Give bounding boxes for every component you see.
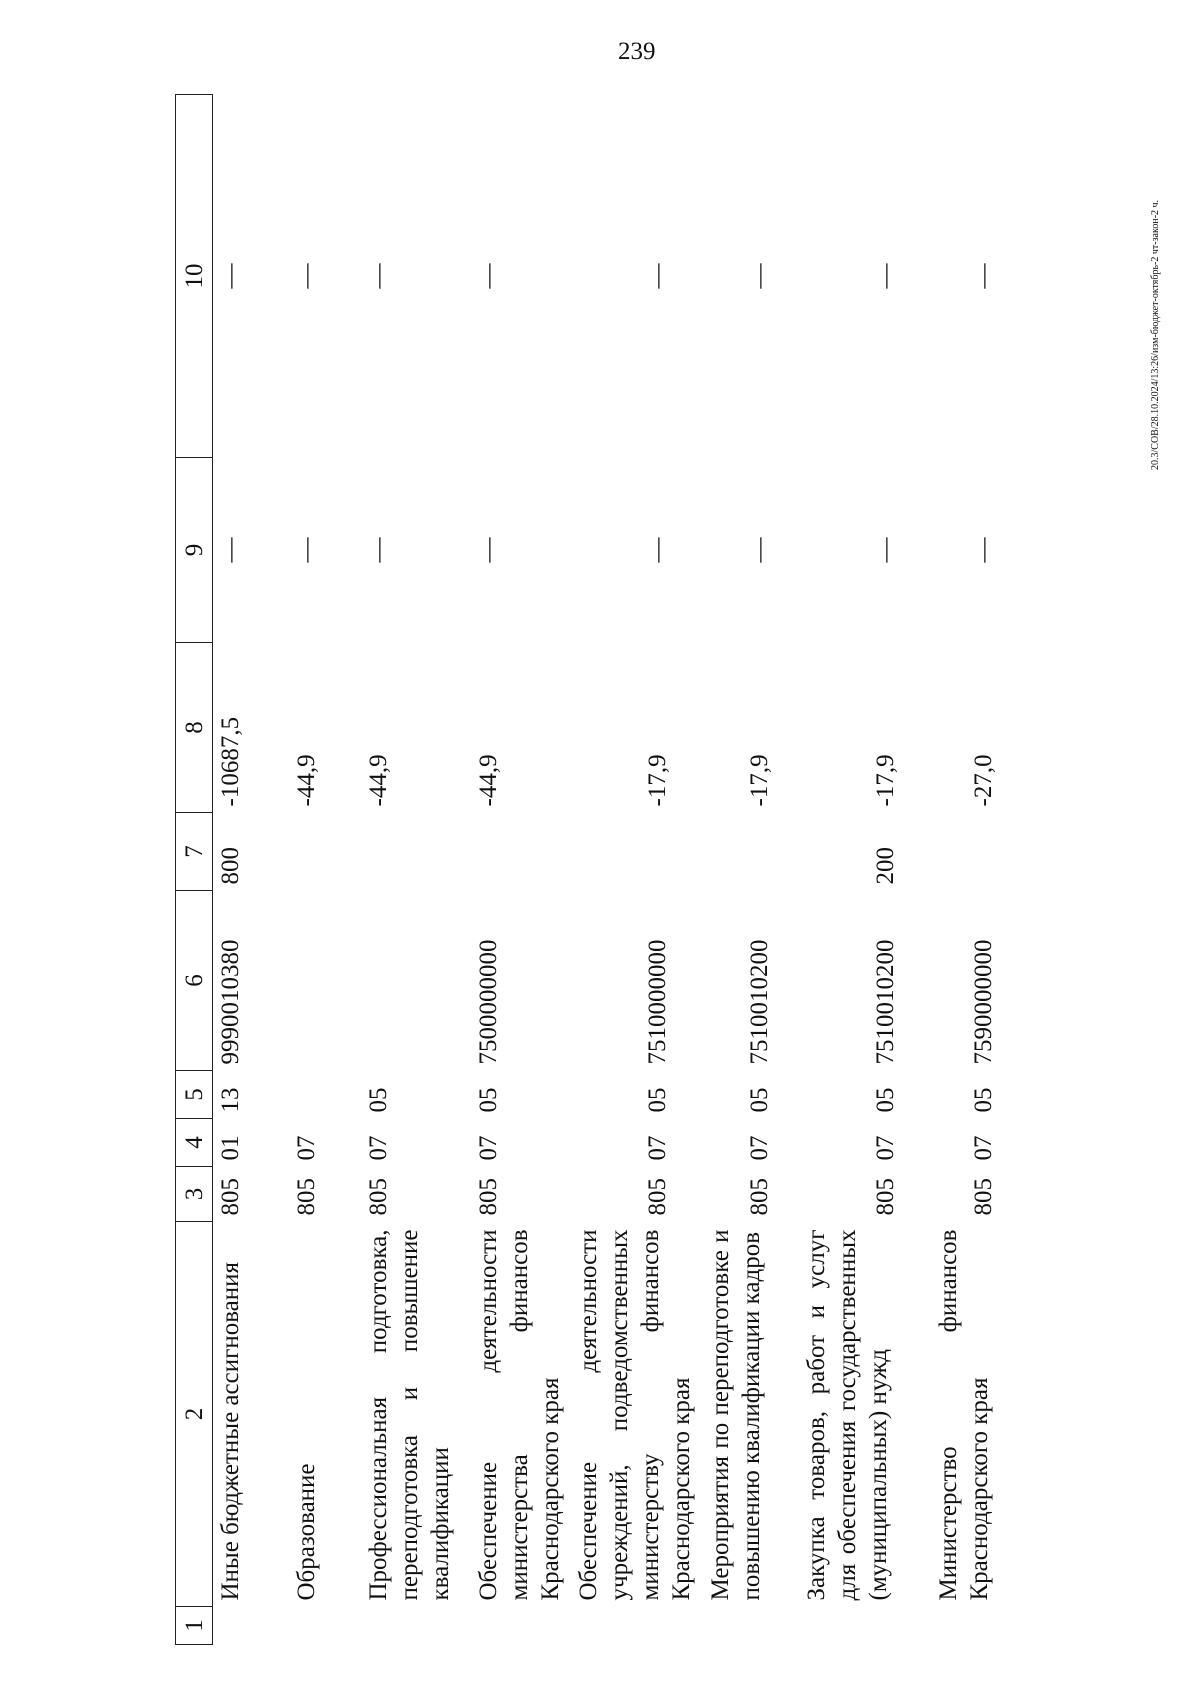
cell-c4: 07: [292, 1135, 320, 1161]
table-row: [569, 95, 701, 1645]
cell-c4: 07: [871, 1135, 899, 1161]
table-row: [359, 95, 469, 1645]
cell-c3: 805: [217, 1178, 244, 1216]
cell-c5: 05: [969, 1087, 997, 1113]
cell-c4: 01: [217, 1135, 244, 1161]
col-header-5: 5: [176, 1071, 213, 1119]
cell-c9: —: [745, 537, 773, 563]
cell-c7: [287, 813, 359, 891]
cell-c6: [287, 891, 359, 1071]
cell-c9: —: [969, 537, 997, 563]
budget-table-container: [175, 95, 1025, 1645]
cell-c3: 805: [643, 1178, 671, 1216]
cell-c3: 805: [364, 1178, 392, 1216]
col-header-1: 1: [176, 1607, 213, 1645]
cell-c8: -27,0: [969, 754, 997, 807]
cell-c9: —: [292, 537, 320, 563]
cell-c10: —: [871, 263, 899, 289]
cell-c9: —: [217, 537, 244, 563]
header-row: [176, 95, 213, 1645]
cell-c7: [359, 813, 469, 891]
cell-c6: [359, 891, 469, 1071]
cell-c8: -44,9: [292, 754, 320, 807]
table-row: [469, 95, 569, 1645]
cell-c3: 805: [474, 1178, 502, 1216]
cell-c5: 05: [643, 1087, 671, 1113]
cell-c5: 05: [364, 1087, 392, 1113]
row-name: Образование: [292, 1463, 320, 1601]
cell-c10: —: [643, 263, 671, 289]
cell-c10: —: [217, 263, 244, 289]
table-row: [287, 95, 359, 1645]
cell-c7: 800: [217, 847, 244, 885]
cell-c4: 07: [969, 1135, 997, 1161]
cell-c3: 805: [969, 1178, 997, 1216]
row-name: Обеспечение деятельности министерства финансов Краснодарского края: [474, 1229, 564, 1601]
col-header-3: 3: [176, 1167, 213, 1222]
cell-c4: 07: [474, 1135, 502, 1161]
cell-c5: 05: [871, 1087, 899, 1113]
col-header-4: 4: [176, 1119, 213, 1167]
col-header-7: 7: [176, 813, 213, 891]
cell-c7: [701, 813, 797, 891]
cell-c8: -44,9: [364, 754, 392, 807]
cell-c4: 07: [745, 1135, 773, 1161]
cell-c10: —: [364, 263, 392, 289]
row-name: Иные бюджетные ассигнования: [217, 1261, 244, 1601]
col-header-8: 8: [176, 643, 213, 813]
cell-c6: 7590000000: [969, 939, 997, 1065]
cell-c4: 07: [643, 1135, 671, 1161]
col-header-6: 6: [176, 891, 213, 1071]
row-name: Министерство финансов Краснодарского края: [934, 1229, 993, 1601]
cell-c7: [929, 813, 1019, 891]
cell-c8: -10687,5: [217, 716, 244, 807]
table-row: [213, 95, 287, 1645]
cell-c10: —: [292, 263, 320, 289]
cell-c6: 7510000000: [643, 939, 671, 1065]
cell-c9: —: [871, 537, 899, 563]
row-name: Закупка товаров, работ и услуг для обеспечения государственных (муниципальных) нужд: [802, 1229, 892, 1601]
footer-code-text: 20.3/СОВ/28.10.2024/13:26/изм-бюджет-октябрь-2 чт-закон-2 ч.: [1150, 199, 1161, 470]
table-row: [797, 95, 929, 1645]
row-name: Обеспечение деятельности учреждений, подведомственных министерству финансов Краснодарского края: [574, 1229, 695, 1601]
cell-c8: -17,9: [643, 754, 671, 807]
row-name: Мероприятия по переподготовке и повышению квалификации кадров: [706, 1229, 765, 1601]
cell-c4: 07: [364, 1135, 392, 1161]
cell-c9: —: [364, 537, 392, 563]
cell-c9: —: [643, 537, 671, 563]
cell-c10: —: [969, 263, 997, 289]
cell-c9: —: [474, 537, 502, 563]
cell-c3: 805: [292, 1178, 320, 1216]
cell-c5: 05: [745, 1087, 773, 1113]
cell-c8: -17,9: [871, 754, 899, 807]
cell-c5: [287, 1071, 359, 1119]
cell-c3: 805: [871, 1178, 899, 1216]
cell-c6: 7510010200: [745, 939, 773, 1065]
cell-c8: -17,9: [745, 754, 773, 807]
cell-c8: -44,9: [474, 754, 502, 807]
cell-c6: 7510010200: [871, 939, 899, 1065]
col-header-10: 10: [176, 95, 213, 458]
cell-c7: 200: [871, 847, 899, 885]
col-header-2: 2: [176, 1222, 213, 1607]
budget-table: [175, 94, 1019, 1645]
table-row: [701, 95, 797, 1645]
cell-c10: —: [474, 263, 502, 289]
cell-c5: 13: [217, 1087, 244, 1113]
row-name: Профессиональная подготовка, переподготовка и повышение квалификации: [364, 1229, 454, 1601]
cell-c7: [569, 813, 701, 891]
cell-c6: 7500000000: [474, 939, 502, 1065]
cell-c3: 805: [745, 1178, 773, 1216]
page-number: 239: [618, 38, 656, 65]
cell-c5: 05: [474, 1087, 502, 1113]
table-row: [929, 95, 1019, 1645]
col-header-9: 9: [176, 458, 213, 643]
cell-c7: [469, 813, 569, 891]
cell-c6: 9990010380: [217, 939, 244, 1065]
cell-c10: —: [745, 263, 773, 289]
